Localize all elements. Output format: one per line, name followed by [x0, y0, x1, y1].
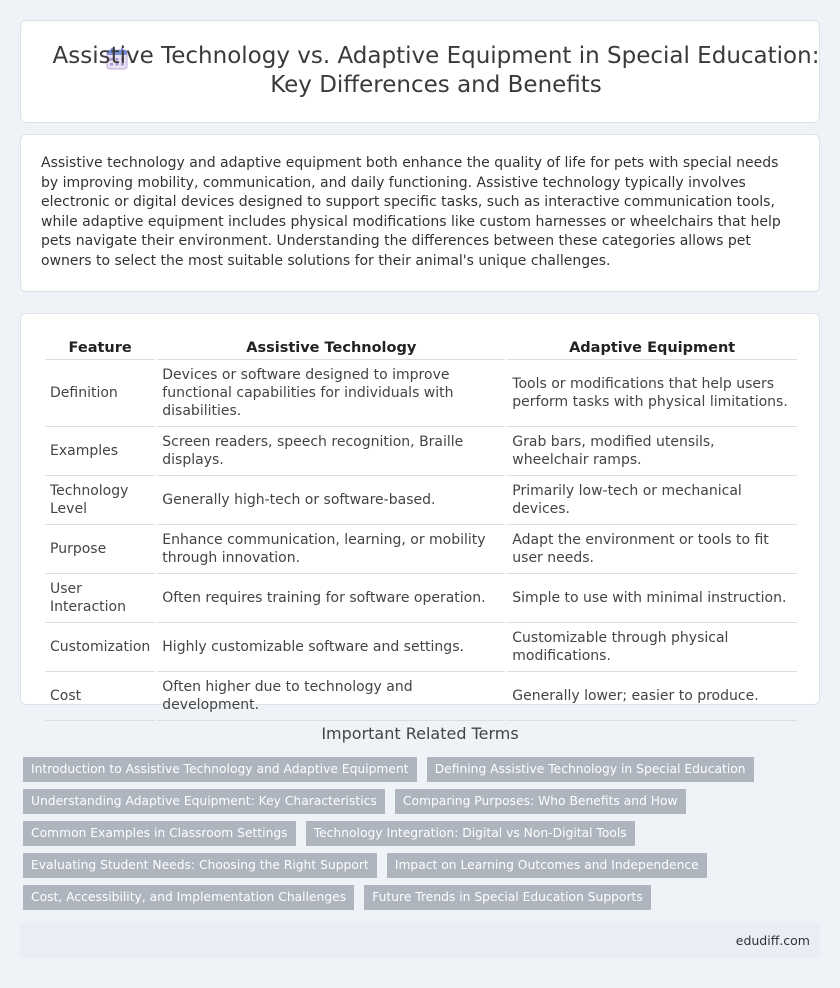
- assistive-technology-cell: Enhance communication, learning, or mobility through innovation.: [157, 525, 505, 574]
- related-term-link[interactable]: Common Examples in Classroom Settings: [23, 821, 296, 846]
- header-card: [20, 20, 820, 123]
- adaptive-equipment-cell: Generally lower; easier to produce.: [507, 672, 797, 721]
- intro-card: [20, 134, 820, 292]
- feature-cell: Definition: [45, 360, 155, 427]
- related-term-link[interactable]: Introduction to Assistive Technology and Adaptive Equipment: [23, 757, 417, 782]
- table-row: [45, 623, 797, 672]
- table-row: [45, 360, 797, 427]
- column-header-assistive-technology: Assistive Technology: [157, 334, 505, 360]
- assistive-technology-cell: Generally high-tech or software-based.: [157, 476, 505, 525]
- assistive-technology-cell: Often requires training for software operation.: [157, 574, 505, 623]
- related-term-link[interactable]: Cost, Accessibility, and Implementation Challenges: [23, 885, 354, 910]
- table-row: [45, 427, 797, 476]
- table-header-row: [45, 334, 797, 360]
- related-term-link[interactable]: Understanding Adaptive Equipment: Key Characteristics: [23, 789, 385, 814]
- related-term-link[interactable]: Defining Assistive Technology in Special Education: [427, 757, 754, 782]
- footer-brand-link[interactable]: edudiff.com: [735, 933, 810, 948]
- adaptive-equipment-cell: Grab bars, modified utensils, wheelchair ramps.: [507, 427, 797, 476]
- comparison-table-card: [20, 313, 820, 713]
- assistive-technology-cell: Often higher due to technology and development.: [157, 672, 505, 721]
- column-header-feature: Feature: [45, 334, 155, 360]
- related-term-link[interactable]: Technology Integration: Digital vs Non-Digital Tools: [306, 821, 635, 846]
- intro-paragraph: Assistive technology and adaptive equipment both enhance the quality of life for pets with special needs by improving mobility, communication, and daily functioning. Assistive technology typically involves electronic or digital devices designed to support specific tasks, such as interactive communication tools, while adaptive equipment includes physical modifications like custom harnesses or wheelchairs that help pets navigate their environment. Understanding the differences between these categories allows pet owners to select the most suitable solutions for their animal's unique challenges.: [41, 155, 781, 269]
- assistive-technology-cell: Devices or software designed to improve functional capabilities for individuals with disabilities.: [157, 360, 505, 427]
- related-term-link[interactable]: Evaluating Student Needs: Choosing the Right Support: [23, 853, 377, 878]
- table-row: [45, 525, 797, 574]
- related-term-link[interactable]: Impact on Learning Outcomes and Independence: [387, 853, 707, 878]
- feature-cell: User Interaction: [45, 574, 155, 623]
- feature-cell: Technology Level: [45, 476, 155, 525]
- adaptive-equipment-cell: Primarily low-tech or mechanical devices.: [507, 476, 797, 525]
- related-terms-list: [23, 757, 823, 917]
- adaptive-equipment-cell: Tools or modifications that help users perform tasks with physical limitations.: [507, 360, 797, 427]
- assistive-technology-cell: Screen readers, speech recognition, Braille displays.: [157, 427, 505, 476]
- column-header-adaptive-equipment: Adaptive Equipment: [507, 334, 797, 360]
- feature-cell: Examples: [45, 427, 155, 476]
- comparison-table: [43, 334, 799, 721]
- adaptive-equipment-cell: Adapt the environment or tools to fit user needs.: [507, 525, 797, 574]
- table-row: [45, 672, 797, 721]
- adaptive-equipment-cell: Simple to use with minimal instruction.: [507, 574, 797, 623]
- page-title: Assistive Technology vs. Adaptive Equipment in Special Education: Key Differences and Benefits: [52, 43, 820, 98]
- related-terms-heading: Important Related Terms: [321, 724, 519, 743]
- assistive-technology-cell: Highly customizable software and settings.: [157, 623, 505, 672]
- table-row: [45, 476, 797, 525]
- adaptive-equipment-cell: Customizable through physical modifications.: [507, 623, 797, 672]
- feature-cell: Purpose: [45, 525, 155, 574]
- table-row: [45, 574, 797, 623]
- related-term-link[interactable]: Comparing Purposes: Who Benefits and How: [395, 789, 686, 814]
- feature-cell: Cost: [45, 672, 155, 721]
- feature-cell: Customization: [45, 623, 155, 672]
- footer: [20, 923, 820, 958]
- related-term-link[interactable]: Future Trends in Special Education Supports: [364, 885, 651, 910]
